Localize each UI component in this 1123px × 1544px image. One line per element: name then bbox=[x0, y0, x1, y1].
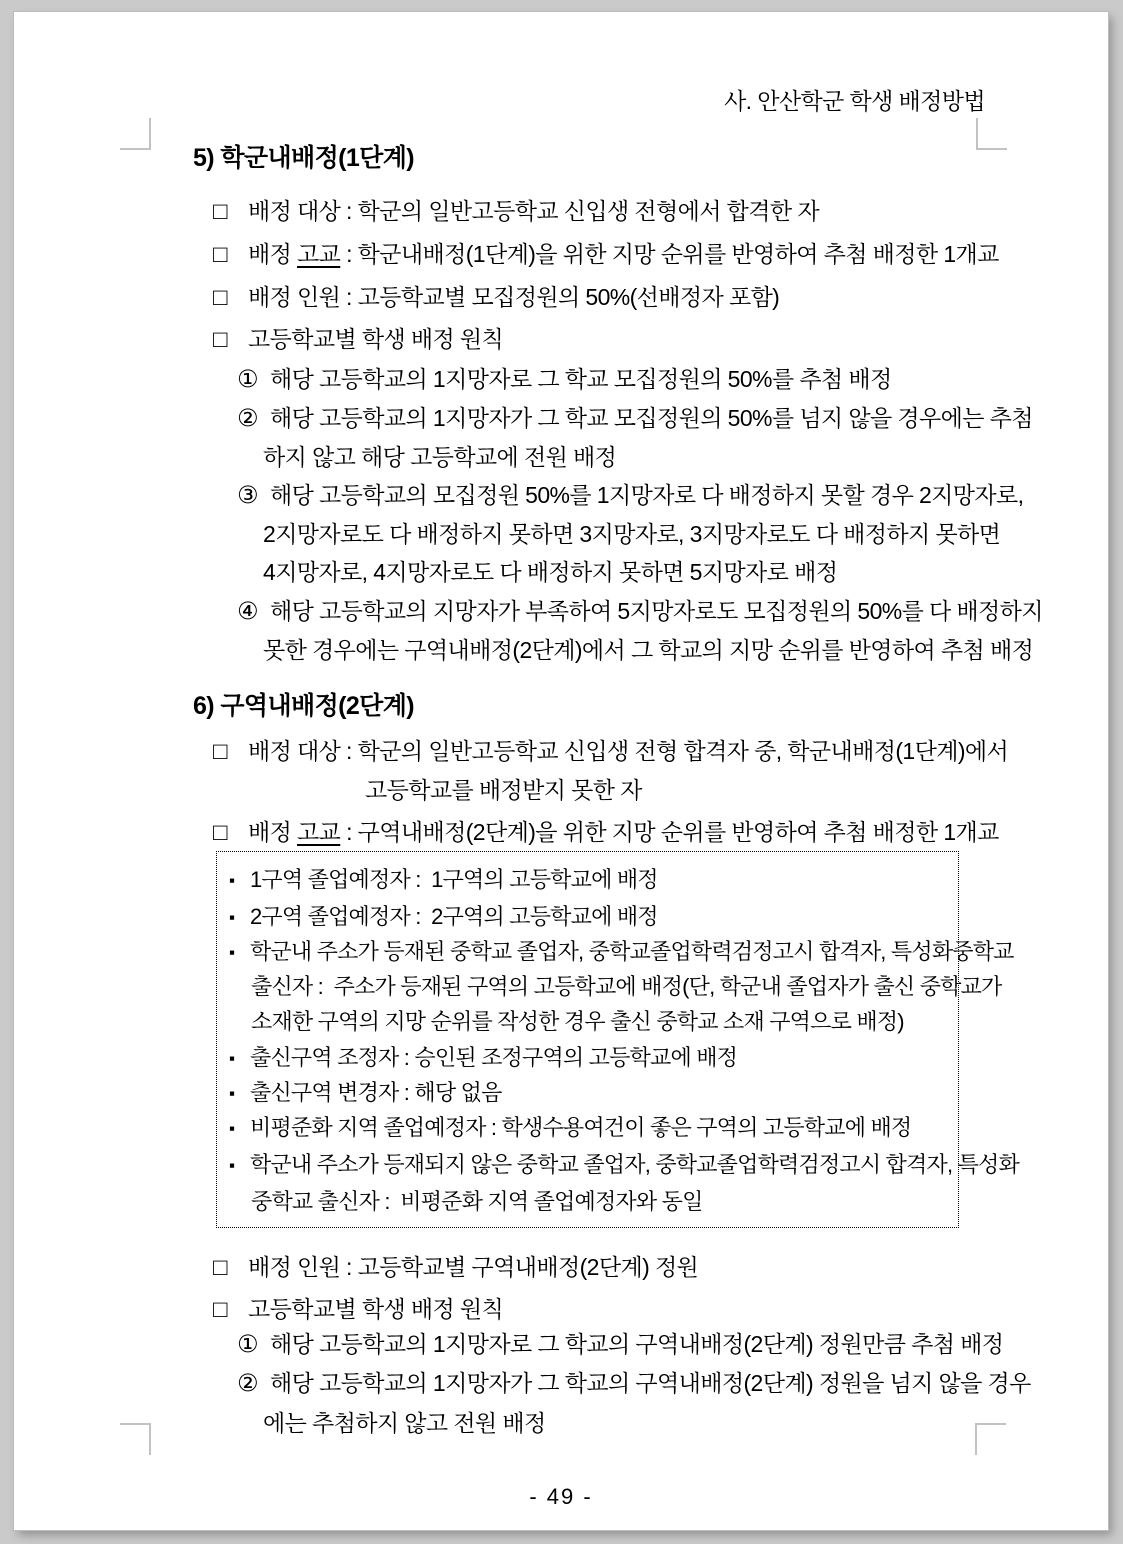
square-bullet-icon: □ bbox=[213, 1296, 227, 1323]
numbered-item bbox=[237, 1368, 1031, 1399]
list-item bbox=[213, 1252, 698, 1283]
box-list-item: ▪ 2구역 졸업예정자 : 2구역의 고등학교에 배정 bbox=[229, 903, 658, 932]
section-6-title: 6) 구역내배정(2단계) bbox=[193, 692, 414, 720]
numbered-item bbox=[237, 1329, 1003, 1360]
numbered-item-continuation: 못한 경우에는 구역내배정(2단계)에서 그 학교의 지망 순위를 반영하여 추첨 배정 bbox=[263, 637, 1034, 663]
small-square-bullet-icon: ▪ bbox=[229, 908, 235, 927]
list-item bbox=[213, 324, 503, 355]
list-item-text: 배정 인원 : 고등학교별 구역내배정(2단계) 정원 bbox=[248, 1254, 699, 1280]
square-bullet-icon: □ bbox=[213, 326, 227, 353]
numbered-item bbox=[237, 364, 892, 395]
numbered-item-continuation: 2지망자로도 다 배정하지 못하면 3지망자로, 3지망자로도 다 배정하지 못하면 bbox=[263, 521, 1001, 547]
small-square-bullet-icon: ▪ bbox=[229, 871, 235, 890]
list-item-continuation: 고등학교를 배정받지 못한 자 bbox=[365, 777, 642, 803]
circled-number-icon: ② bbox=[237, 405, 258, 432]
underlined-term: 고교 bbox=[297, 241, 341, 267]
numbered-item-continuation: 에는 추첨하지 않고 전원 배정 bbox=[263, 1410, 546, 1436]
list-item-text: 배정 고교 : 구역내배정(2단계)을 위한 지망 순위를 반영하여 추첨 배정한 1개교 bbox=[248, 819, 999, 845]
numbered-item-text: 해당 고등학교의 1지망자로 그 학교 모집정원의 50%를 추첨 배정 bbox=[270, 366, 892, 392]
list-item bbox=[213, 1294, 503, 1325]
circled-number-icon: ② bbox=[237, 1370, 258, 1397]
list-item-text: 배정 대상 : 학군의 일반고등학교 신입생 전형에서 합격한 자 bbox=[248, 198, 819, 224]
underlined-term: 고교 bbox=[297, 819, 341, 845]
list-item-text: 배정 인원 : 고등학교별 모집정원의 50%(선배정자 포함) bbox=[248, 284, 780, 310]
small-square-bullet-icon: ▪ bbox=[229, 943, 235, 962]
list-item bbox=[213, 196, 819, 227]
numbered-item-text: 해당 고등학교의 1지망자가 그 학교의 구역내배정(2단계) 정원을 넘지 않을 경우 bbox=[270, 1370, 1031, 1396]
numbered-item bbox=[237, 403, 1033, 434]
square-bullet-icon: □ bbox=[213, 241, 227, 268]
circled-number-icon: ① bbox=[237, 1331, 258, 1358]
box-list-item: ▪ 학군내 주소가 등재된 중학교 졸업자, 중학교졸업학력검정고시 합격자, 특성화중학교 bbox=[229, 938, 1014, 967]
list-item-text: 배정 고교 : 학군내배정(1단계)을 위한 지망 순위를 반영하여 추첨 배정한 1개교 bbox=[248, 241, 999, 267]
list-item-text: 고등학교별 학생 배정 원칙 bbox=[248, 1296, 504, 1322]
crop-mark-bottom-right-icon bbox=[975, 1423, 1006, 1455]
numbered-item-text: 해당 고등학교의 지망자가 부족하여 5지망자로도 모집정원의 50%를 다 배정하지 bbox=[270, 598, 1043, 624]
section-5-title: 5) 학군내배정(1단계) bbox=[193, 144, 414, 172]
box-list-item: ▪ 1구역 졸업예정자 : 1구역의 고등학교에 배정 bbox=[229, 866, 658, 895]
small-square-bullet-icon: ▪ bbox=[229, 1156, 235, 1175]
document-page bbox=[14, 12, 1108, 1530]
small-square-bullet-icon: ▪ bbox=[229, 1049, 235, 1068]
list-item bbox=[213, 282, 779, 313]
box-list-item-continuation: 소재한 구역의 지망 순위를 작성한 경우 출신 중학교 소재 구역으로 배정) bbox=[251, 1009, 904, 1034]
numbered-item-text: 해당 고등학교의 모집정원 50%를 1지망자로 다 배정하지 못할 경우 2지망자로, bbox=[270, 482, 1024, 508]
box-list-item: ▪ 출신구역 조정자 : 승인된 조정구역의 고등학교에 배정 bbox=[229, 1044, 737, 1073]
circled-number-icon: ① bbox=[237, 366, 258, 393]
circled-number-icon: ③ bbox=[237, 482, 258, 509]
small-square-bullet-icon: ▪ bbox=[229, 1119, 235, 1138]
box-list-item-continuation: 중학교 출신자 : 비평준화 지역 졸업예정자와 동일 bbox=[251, 1189, 703, 1214]
square-bullet-icon: □ bbox=[213, 198, 227, 225]
small-square-bullet-icon: ▪ bbox=[229, 1084, 235, 1103]
list-item bbox=[213, 736, 1008, 767]
crop-mark-top-left-icon bbox=[120, 118, 151, 150]
crop-mark-bottom-left-icon bbox=[120, 1423, 151, 1455]
list-item bbox=[213, 817, 999, 848]
numbered-item-continuation: 4지망자로, 4지망자로도 다 배정하지 못하면 5지망자로 배정 bbox=[263, 559, 838, 585]
assignment-rules-box bbox=[216, 851, 1019, 1228]
square-bullet-icon: □ bbox=[213, 1254, 227, 1281]
numbered-item bbox=[237, 480, 1023, 511]
numbered-item-text: 해당 고등학교의 1지망자가 그 학교 모집정원의 50%를 넘지 않을 경우에는 추첨 bbox=[270, 405, 1033, 431]
crop-mark-top-right-icon bbox=[976, 118, 1007, 150]
list-item-text: 배정 대상 : 학군의 일반고등학교 신입생 전형 합격자 중, 학군내배정(1단계)에서 bbox=[248, 738, 1009, 764]
square-bullet-icon: □ bbox=[213, 819, 227, 846]
circled-number-icon: ④ bbox=[237, 598, 258, 625]
list-item-text: 고등학교별 학생 배정 원칙 bbox=[248, 326, 504, 352]
square-bullet-icon: □ bbox=[213, 284, 227, 311]
box-list-item-continuation: 출신자 : 주소가 등재된 구역의 고등학교에 배정(단, 학군내 졸업자가 출신 중학교가 bbox=[251, 974, 1002, 999]
numbered-item-text: 해당 고등학교의 1지망자로 그 학교의 구역내배정(2단계) 정원만큼 추첨 배정 bbox=[270, 1331, 1004, 1357]
numbered-item-continuation: 하지 않고 해당 고등학교에 전원 배정 bbox=[263, 444, 617, 470]
list-item bbox=[213, 239, 999, 270]
box-list-item: ▪ 출신구역 변경자 : 해당 없음 bbox=[229, 1079, 502, 1108]
box-list-item: ▪ 비평준화 지역 졸업예정자 : 학생수용여건이 좋은 구역의 고등학교에 배정 bbox=[229, 1114, 911, 1143]
page-header-title: 사. 안산학군 학생 배정방법 bbox=[724, 88, 985, 114]
box-list-item: ▪ 학군내 주소가 등재되지 않은 중학교 졸업자, 중학교졸업학력검정고시 합격자, 특성화 bbox=[229, 1151, 1019, 1180]
square-bullet-icon: □ bbox=[213, 738, 227, 765]
page-number: - 49 - bbox=[529, 1484, 593, 1509]
numbered-item bbox=[237, 596, 1043, 627]
